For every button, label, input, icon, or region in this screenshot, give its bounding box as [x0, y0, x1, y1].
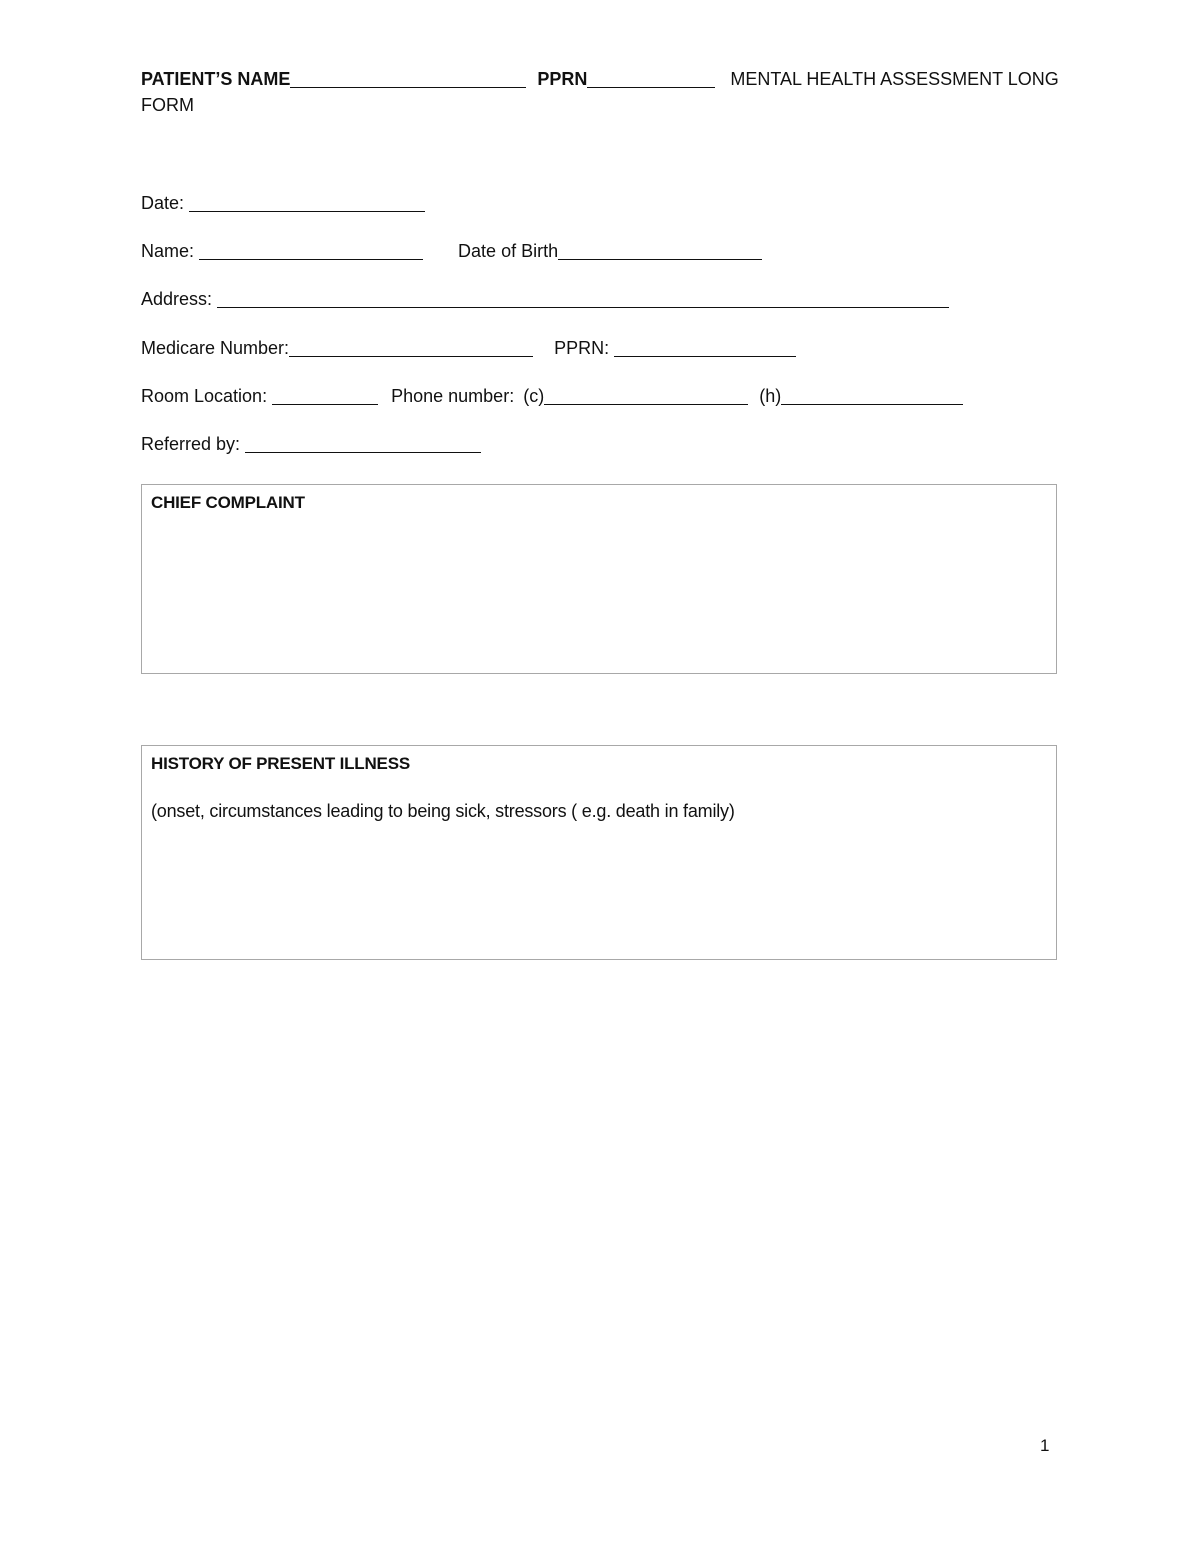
address-field[interactable] — [217, 289, 949, 308]
form-header — [141, 66, 1061, 118]
history-hint: (onset, circumstances leading to being sick, stressors ( e.g. death in family) — [151, 801, 735, 821]
history-box[interactable] — [141, 745, 1057, 960]
phone-home-field[interactable] — [781, 386, 963, 405]
phone-home-label: (h) — [759, 386, 782, 406]
medicare-field[interactable] — [289, 338, 533, 357]
referred-field[interactable] — [245, 434, 481, 453]
room-phone-row — [141, 385, 963, 407]
form-title: MENTAL HEALTH ASSESSMENT LONG FORM — [141, 69, 1059, 115]
dob-label: Date of Birth — [458, 241, 559, 261]
name-field[interactable] — [199, 241, 423, 260]
header-pprn-label: PPRN — [537, 69, 588, 89]
date-field[interactable] — [189, 193, 425, 212]
phone-cell-field[interactable] — [544, 386, 748, 405]
address-label: Address: — [141, 289, 213, 309]
history-title: HISTORY OF PRESENT ILLNESS — [151, 754, 410, 773]
chief-complaint-box[interactable] — [141, 484, 1057, 674]
date-row — [141, 192, 425, 214]
header-pprn-field[interactable] — [587, 69, 715, 88]
chief-complaint-title: CHIEF COMPLAINT — [151, 493, 305, 512]
phone-cell-label: (c) — [523, 386, 545, 406]
patient-name-label: PATIENT’S NAME — [141, 69, 291, 89]
dob-field[interactable] — [558, 241, 762, 260]
name-label: Name: — [141, 241, 195, 261]
pprn-field[interactable] — [614, 338, 796, 357]
page-number: 1 — [1040, 1436, 1050, 1455]
pprn-label: PPRN: — [554, 338, 610, 358]
name-row — [141, 240, 762, 262]
referred-row — [141, 433, 481, 455]
referred-label: Referred by: — [141, 434, 241, 454]
phone-label: Phone number: — [391, 386, 515, 406]
date-label: Date: — [141, 193, 185, 213]
room-label: Room Location: — [141, 386, 268, 406]
medicare-label: Medicare Number: — [141, 338, 290, 358]
medicare-row — [141, 337, 796, 359]
room-field[interactable] — [272, 386, 378, 405]
address-row — [141, 288, 949, 310]
patient-name-field[interactable] — [290, 69, 526, 88]
